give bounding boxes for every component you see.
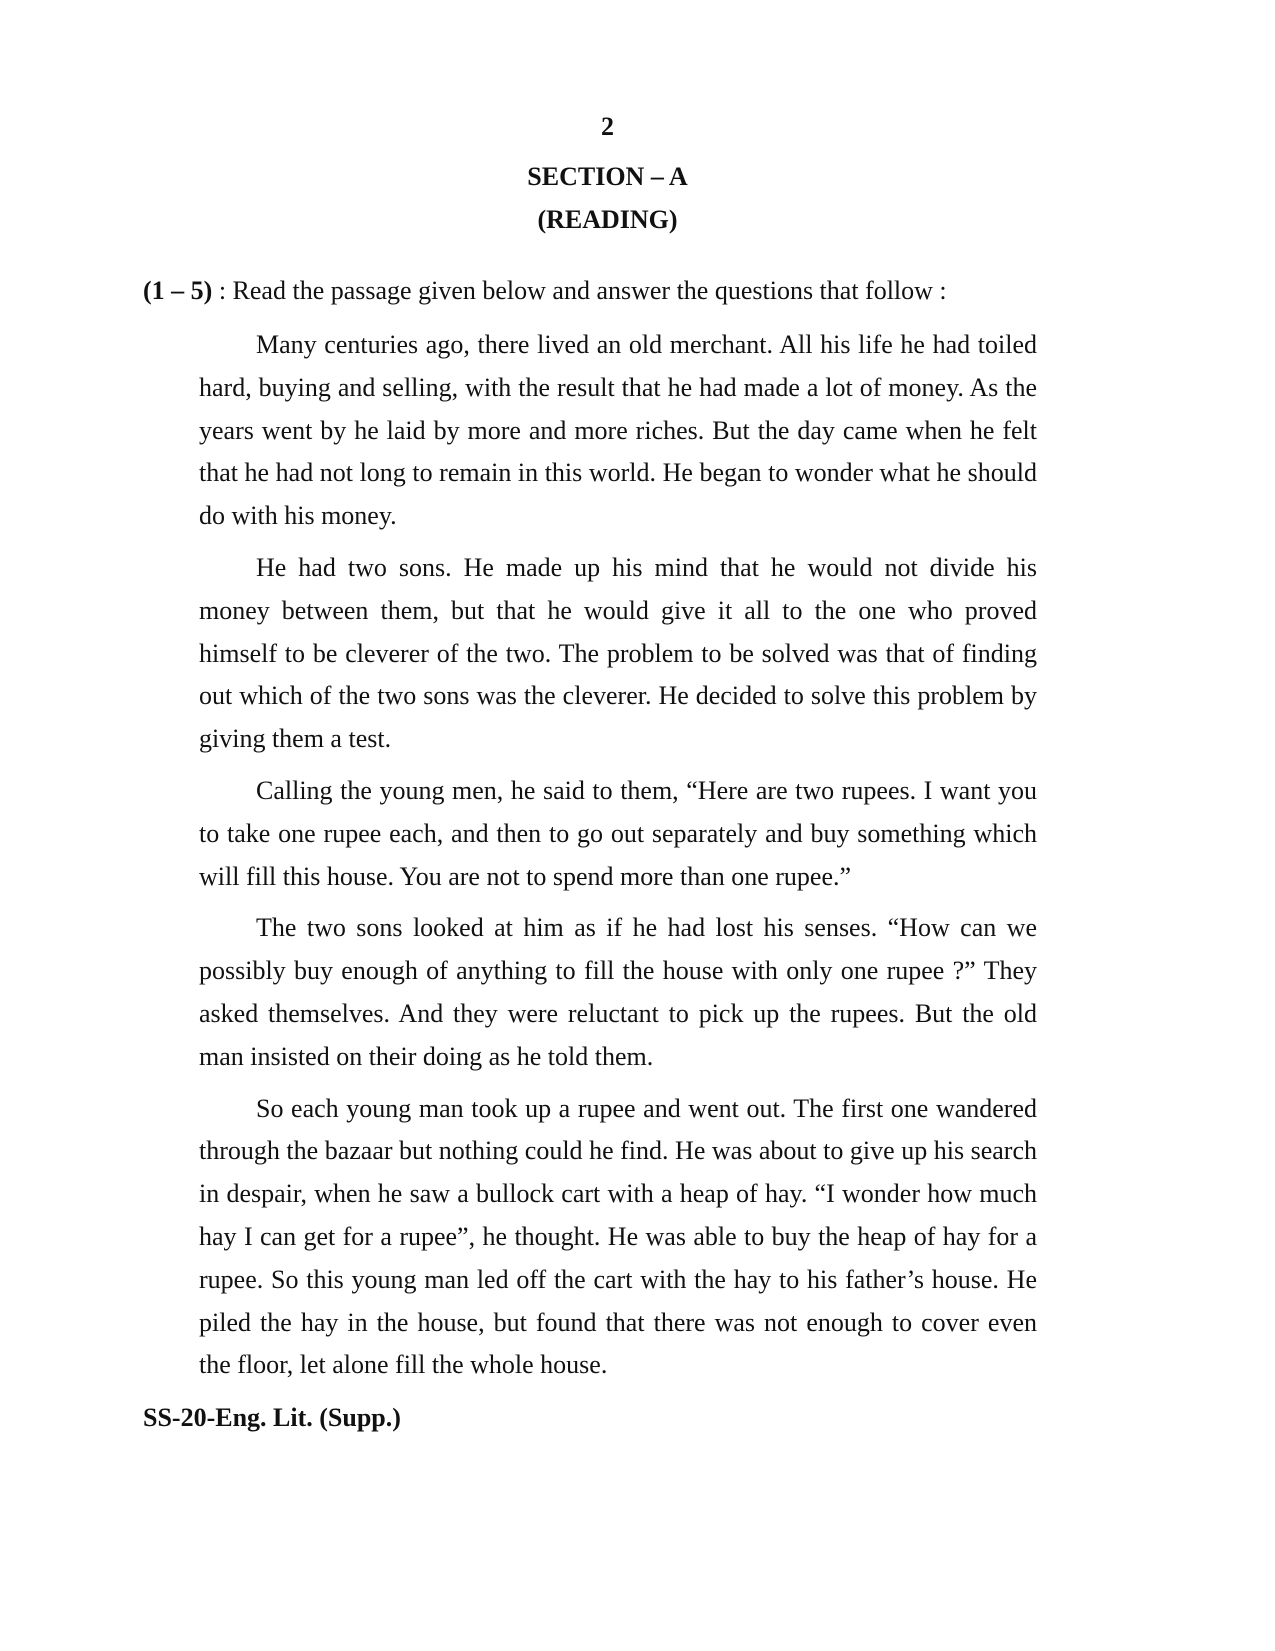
question-range: (1 – 5) [143,276,213,305]
passage-paragraph-2: He had two sons. He made up his mind that he would not divide his money between them, but that he would give it all to the one who proved himself to be cleverer of the two. The problem to be solved was that of finding out which of the two sons was the cleverer. He decided to solve this problem by giving them a test. [199,552,1037,754]
reading-passage [199,324,1037,1396]
question-instruction [143,276,947,306]
paper-code-footer: SS-20-Eng. Lit. (Supp.) [143,1403,401,1432]
instruction-text: : Read the passage given below and answer the questions that follow : [212,276,947,305]
section-subtitle: (READING) [537,205,678,234]
passage-paragraph-5: So each young man took up a rupee and went out. The first one wandered through the bazaar but nothing could he find. He was about to give up his search in despair, when he saw a bullock cart with a heap of hay. “I wonder how much hay I can get for a rupee”, he thought. He was able to buy the heap of hay for a rupee. So this young man led off the cart with the hay to his father’s house. He piled the hay in the house, but found that there was not enough to cover even the floor, let alone fill the whole house. [199,1093,1037,1380]
passage-paragraph-1: Many centuries ago, there lived an old merchant. All his life he had toiled hard, buying and selling, with the result that he had made a lot of money. As the years went by he laid by more and more riches. But the day came when he felt that he had not long to remain in this world. He began to wonder what he should do with his money. [199,330,1037,531]
passage-paragraph-4: The two sons looked at him as if he had lost his senses. “How can we possibly buy enough of anything to fill the house with only one rupee ?” They asked themselves. And they were reluctant to pick up the rupees. But the old man insisted on their doing as he told them. [199,913,1037,1071]
page-number: 2 [601,112,614,141]
passage-paragraph-3: Calling the young men, he said to them, “Here are two rupees. I want you to take one rupee each, and then to go out separately and buy something which will fill this house. You are not to spend more than one rupee.” [199,775,1037,891]
section-title: SECTION – A [527,162,688,191]
